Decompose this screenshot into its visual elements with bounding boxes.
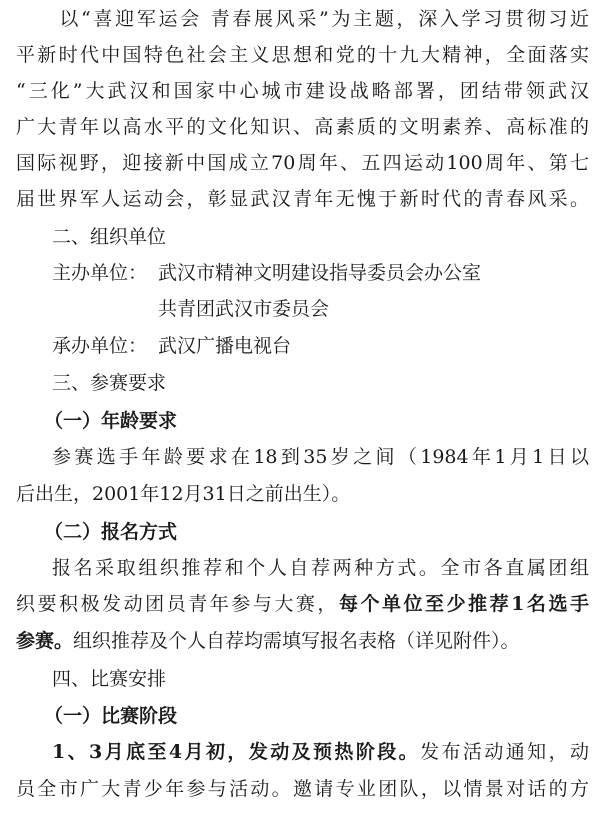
paragraph-line: 届世界军人运动会，彰显武汉青年无愧于新时代的青春风采。: [16, 188, 589, 210]
emphasis-text: 每个单位至少推荐1名选手: [338, 593, 589, 615]
section-heading-organizers: 二、组织单位: [52, 226, 167, 248]
emphasis-text: 1、3月底至4月初，发动及预热阶段。: [52, 741, 421, 763]
paragraph-line: 广大青年以高水平的文化知识、高素质的文明素养、高标准的: [16, 116, 589, 138]
organizer-name: 武汉广播电视台: [158, 335, 292, 357]
paragraph-line: [16, 626, 589, 656]
emphasis-text: 参赛。: [16, 630, 74, 652]
text-run: 发布活动通知，动: [420, 741, 589, 763]
paragraph-line: 后出生，2001年12月31日之前出生）。: [16, 483, 351, 505]
paragraph-line: 平新时代中国特色社会主义思想和党的十九大精神，全面落实: [16, 44, 589, 66]
organizer-label: 承办单位：: [52, 335, 148, 357]
paragraph-line: 报名采取组织推荐和个人自荐两种方式。全市各直属团组: [52, 557, 589, 579]
text-run: 织要积极发动团员青年参与大赛，: [16, 593, 339, 615]
paragraph-line: [52, 737, 589, 767]
section-heading-requirements: 三、参赛要求: [52, 372, 167, 394]
section-heading-schedule: 四、比赛安排: [52, 668, 167, 690]
subheading-registration: （二）报名方式: [44, 521, 178, 543]
paragraph-line: “三化”大武汉和国家中心城市建设战略部署，团结带领武汉: [16, 80, 589, 102]
text-run: 组织推荐及个人自荐均需填写报名表格（详见附件）。: [73, 630, 520, 652]
subheading-stages: （一）比赛阶段: [44, 705, 178, 727]
paragraph-line: 国际视野，迎接新中国成立70周年、五四运动100周年、第七: [16, 152, 589, 174]
paragraph-line: [16, 589, 589, 619]
paragraph-line: 员全市广大青少年参与活动。邀请专业团队，以情景对话的方: [16, 778, 589, 800]
host-org-secondary: 共青团武汉市委员会: [158, 298, 330, 320]
host-label: 主办单位：: [52, 262, 148, 284]
host-org-primary: 武汉市精神文明建设指导委员会办公室: [158, 262, 482, 284]
paragraph-line: 以“喜迎军运会 青春展风采”为主题，深入学习贯彻习近: [16, 8, 589, 30]
subheading-age: （一）年龄要求: [44, 410, 178, 432]
paragraph-line: 参赛选手年龄要求在18到35岁之间（1984年1月1日以: [52, 446, 589, 468]
